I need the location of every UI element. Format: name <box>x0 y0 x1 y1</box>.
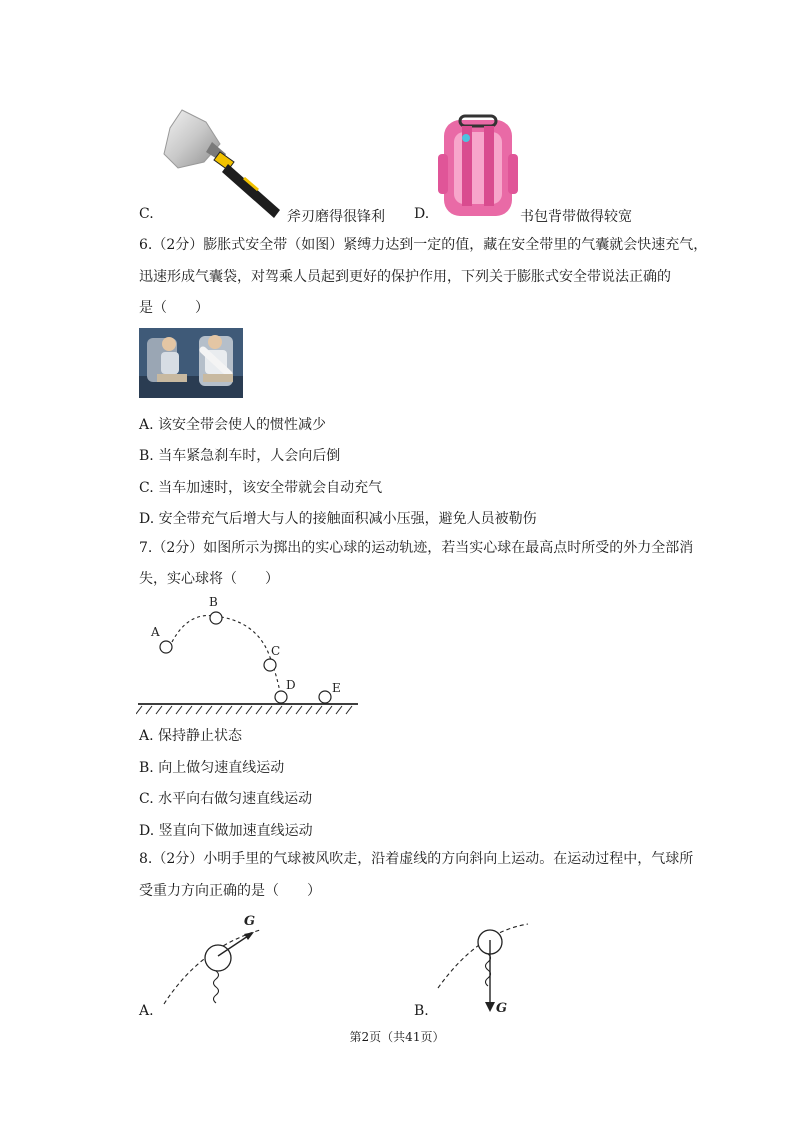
q7-stem-line1: 7.（2分）如图所示为掷出的实心球的运动轨迹，若当实心球在最高点时所受的外力全部消 <box>139 540 694 556</box>
q7-stem-line2: 失，实心球将（ ） <box>139 571 279 587</box>
q6-stem-line3: 是（ ） <box>139 300 209 316</box>
q8-stem-line1: 8.（2分）小明手里的气球被风吹走，沿着虚线的方向斜向上运动。在运动过程中，气球所 <box>139 851 694 867</box>
ball-d <box>275 691 287 703</box>
label-a: A <box>151 625 160 639</box>
backpack-image <box>436 114 520 220</box>
q6-stem-line2: 迅速形成气囊袋，对驾乘人员起到更好的保护作用，下列关于膨胀式安全带说法正确的 <box>139 269 671 285</box>
q8-option-b-letter: B. <box>414 1003 429 1019</box>
option-c-caption: 斧刃磨得很锋利 <box>287 209 385 225</box>
q6-option-d: D. 安全带充气后增大与人的接触面积减小压强，避免人员被勒伤 <box>139 511 537 527</box>
q7-option-c: C. 水平向右做匀速直线运动 <box>139 791 313 807</box>
option-d-letter: D. <box>414 206 430 222</box>
force-label-g-a: G <box>244 914 256 929</box>
q7-option-d: D. 竖直向下做加速直线运动 <box>139 823 313 839</box>
axe-image <box>162 108 286 220</box>
q6-option-c: C. 当车加速时，该安全带就会自动充气 <box>139 480 383 496</box>
balloon-figure-b <box>434 920 534 1020</box>
trajectory-figure <box>136 592 362 716</box>
q6-stem-line1: 6.（2分）膨胀式安全带（如图）紧缚力达到一定的值，藏在安全带里的气囊就会快速充气， <box>139 237 708 253</box>
q8-stem-line2: 受重力方向正确的是（ ） <box>139 883 321 899</box>
q6-option-a: A. 该安全带会使人的惯性减少 <box>139 417 327 433</box>
ball-c <box>264 659 276 671</box>
balloon-figure-a <box>160 908 270 1014</box>
q6-option-b: B. 当车紧急刹车时，人会向后倒 <box>139 448 341 464</box>
ball-a <box>160 641 172 653</box>
label-c: C <box>271 644 281 658</box>
label-e: E <box>332 681 341 695</box>
q7-option-b: B. 向上做匀速直线运动 <box>139 760 285 776</box>
ball-e <box>319 691 331 703</box>
q8-option-a-letter: A. <box>139 1003 154 1019</box>
option-c-letter: C. <box>139 206 154 222</box>
page-footer: 第2页（共41页） <box>349 1030 445 1044</box>
label-d: D <box>286 678 296 692</box>
seatbelt-image <box>139 328 243 398</box>
ball-b <box>210 612 222 624</box>
q7-option-a: A. 保持静止状态 <box>139 728 243 744</box>
label-b: B <box>209 595 218 609</box>
force-label-g-b: G <box>496 1001 508 1016</box>
option-d-caption: 书包背带做得较宽 <box>520 209 632 225</box>
